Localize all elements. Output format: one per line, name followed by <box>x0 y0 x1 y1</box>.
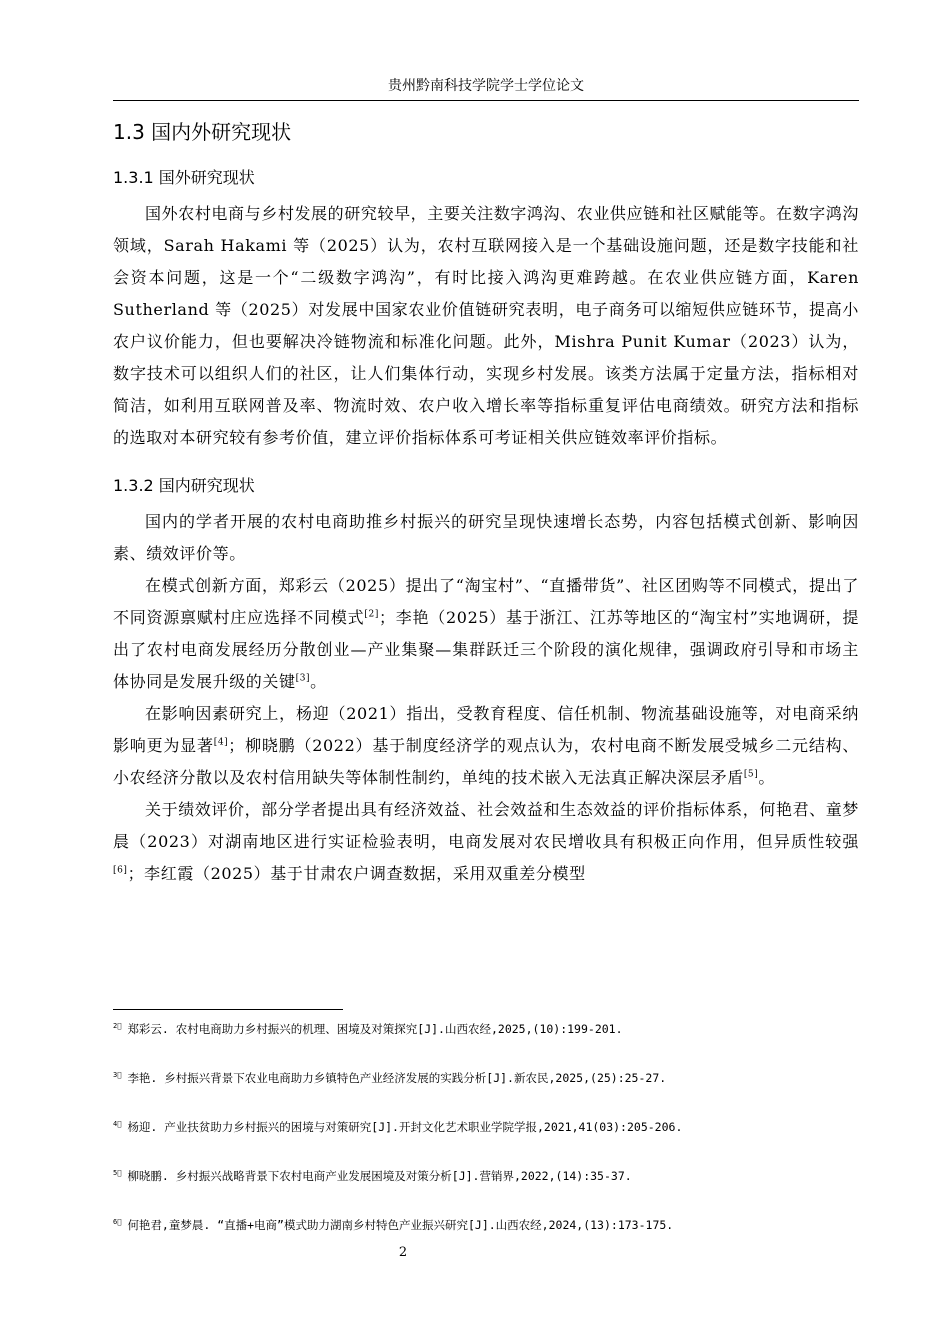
running-header: 贵州黔南科技学院学士学位论文 <box>388 78 584 94</box>
paragraph-text: 。 <box>758 768 775 787</box>
paragraph-text: 。 <box>310 672 327 691</box>
footnote-text: 何艳君,童梦晨. “直播+电商”模式助力湖南乡村特色产业振兴研究[J].山西农经,2024,(13):173-175. <box>127 1217 674 1232</box>
paragraph-influencing-factors <box>113 698 859 794</box>
section-heading: 1.3 国内外研究现状 <box>113 120 292 144</box>
paragraph-text: 在模式创新方面，郑彩云（2025）提出了“淘宝村”、“直播带货”、社区团购等不同模式，提出了不同资源禀赋村庄应选择不同模式 <box>113 576 859 627</box>
paragraph-model-innovation <box>113 570 859 698</box>
footnote-text: 柳晓鹏. 乡村振兴战略背景下农村电商产业发展困境及对策分析[J].营销界,2022,(14):35-37. <box>127 1168 632 1183</box>
footnote-separator <box>113 1009 343 1010</box>
footnote-marker: 6⃞ <box>113 1218 122 1226</box>
footnote-marker: 3⃞ <box>113 1071 122 1079</box>
paragraph-performance-evaluation <box>113 794 859 890</box>
footnote-text: 杨迎. 产业扶贫助力乡村振兴的困境与对策研究[J].开封文化艺术职业学院学报,2021,41(03):205-206. <box>127 1119 683 1134</box>
footnote-marker: 4⃞ <box>113 1120 122 1128</box>
footnotes <box>113 1016 859 1261</box>
paragraph-text: 在影响因素研究上，杨迎（2021）指出，受教育程度、信任机制、物流基础设施等，对电商采纳影响更为显著 <box>113 704 859 755</box>
citation-ref[interactable]: [6] <box>113 865 128 876</box>
paragraph-foreign-research: 国外农村电商与乡村发展的研究较早，主要关注数字鸿沟、农业供应链和社区赋能等。在数字鸿沟领域，Sarah Hakami 等（2025）认为，农村互联网接入是一个基础设施问题，还是数字技能和社会资本问题，这是一个“二级数字鸿沟”，有时比接入鸿沟更难跨越。在农业供应链方面，Karen Sutherland 等（2025）对发展中国家农业价值链研究表明，电子商务可以缩短供应链环节，提高小农户议价能力，但也要解决冷链物流和标准化问题。此外，Mishra Punit Kumar（2023）认为，数字技术可以组织人们的社区，让人们集体行动，实现乡村发展。该类方法属于定量方法，指标相对简洁，如利用互联网普及率、物流时效、农户收入增长率等指标重复评估电商绩效。研究方法和指标的选取对本研究较有参考价值，建立评价指标体系可考证相关供应链效率评价指标。 <box>113 204 859 447</box>
paragraph-text: ；李红霞（2025）基于甘肃农户调查数据，采用双重差分模型 <box>127 864 586 883</box>
citation-ref[interactable]: [2] <box>364 609 379 620</box>
footnote-item <box>113 1212 859 1261</box>
footnote-text: 郑彩云. 农村电商助力乡村振兴的机理、困境及对策探究[J].山西农经,2025,(10):199-201. <box>127 1021 623 1036</box>
paragraph-text: ；柳晓鹏（2022）基于制度经济学的观点认为，农村电商不断发展受城乡二元结构、小农经济分散以及农村信用缺失等体制性制约，单纯的技术嵌入无法真正解决深层矛盾 <box>113 736 859 787</box>
page-number: 2 <box>398 1245 408 1260</box>
citation-ref[interactable]: [3] <box>295 673 311 684</box>
header-rule <box>113 100 859 101</box>
footnote-item <box>113 1065 859 1114</box>
citation-ref[interactable]: [5] <box>743 769 759 780</box>
body-content <box>113 118 859 890</box>
paragraph-domestic-intro: 国内的学者开展的农村电商助推乡村振兴的研究呈现快速增长态势，内容包括模式创新、影响因素、绩效评价等。 <box>113 512 859 563</box>
footnote-item <box>113 1114 859 1163</box>
subsection-heading-domestic: 1.3.2 国内研究现状 <box>113 476 255 495</box>
footnote-item <box>113 1163 859 1212</box>
footnote-marker: 2⃞ <box>113 1022 122 1030</box>
footnote-text: 李艳. 乡村振兴背景下农业电商助力乡镇特色产业经济发展的实践分析[J].新农民,2025,(25):25-27. <box>127 1070 667 1085</box>
footnote-item <box>113 1016 859 1065</box>
citation-ref[interactable]: [4] <box>213 737 229 748</box>
paragraph-text: ；李艳（2025）基于浙江、江苏等地区的“淘宝村”实地调研，提出了农村电商发展经历分散创业—产业集聚—集群跃迁三个阶段的演化规律，强调政府引导和市场主体协同是发展升级的关键 <box>113 608 859 691</box>
paragraph-text: 关于绩效评价，部分学者提出具有经济效益、社会效益和生态效益的评价指标体系，何艳君、童梦晨（2023）对湖南地区进行实证检验表明，电商发展对农民增收具有积极正向作用，但异质性较强 <box>113 800 859 851</box>
footnote-marker: 5⃞ <box>113 1169 122 1177</box>
subsection-heading-foreign: 1.3.1 国外研究现状 <box>113 168 255 187</box>
